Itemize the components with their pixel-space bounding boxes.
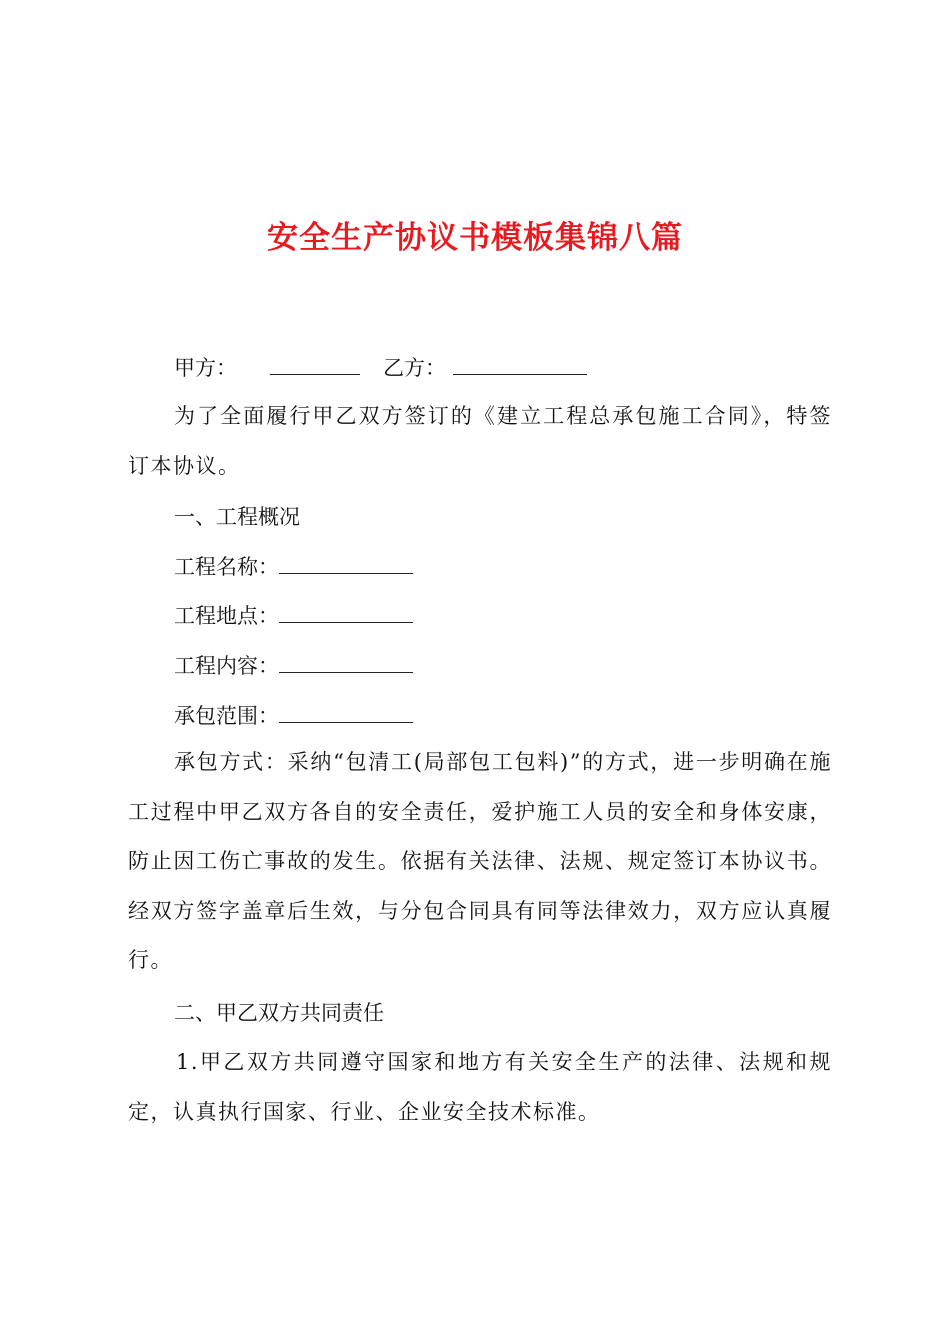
section2-heading: 二、甲乙双方共同责任 (174, 1001, 384, 1025)
document-title: 安全生产协议书模板集锦八篇 (267, 220, 683, 256)
field-label: 工程内容： (174, 654, 279, 678)
field-contract-scope (174, 700, 413, 731)
section2-item-1: 1.甲乙双方共同遵守国家和地方有关安全生产的法律、法规和规定，认真执行国家、行业、企业安全技术标准。 (128, 1050, 832, 1124)
parties-line (174, 352, 587, 383)
section1-heading: 一、工程概况 (174, 505, 300, 529)
party-a-label: 甲方： (174, 356, 237, 380)
field-label: 工程名称： (174, 555, 279, 579)
field-project-content (174, 650, 413, 681)
field-blank (279, 650, 413, 673)
field-label: 工程地点： (174, 604, 279, 628)
field-project-name (174, 551, 413, 582)
party-b-label: 乙方： (383, 356, 447, 380)
field-blank (279, 551, 413, 574)
contract-method-paragraph: 承包方式：采纳“包清工(局部包工包料)”的方式，进一步明确在施工过程中甲乙双方各自的安全责任，爱护施工人员的安全和身体安康，防止因工伤亡事故的发生。依据有关法律、法规、规定签订本协议书。经双方签字盖章后生效，与分包合同具有同等法律效力，双方应认真履行。 (128, 750, 832, 973)
party-a-blank (270, 352, 360, 375)
field-project-location (174, 600, 413, 631)
field-label: 承包范围： (174, 704, 279, 728)
field-blank (279, 700, 413, 723)
party-b-blank (453, 352, 587, 375)
intro-paragraph: 为了全面履行甲乙双方签订的《建立工程总承包施工合同》，特签订本协议。 (128, 404, 832, 478)
field-blank (279, 600, 413, 623)
